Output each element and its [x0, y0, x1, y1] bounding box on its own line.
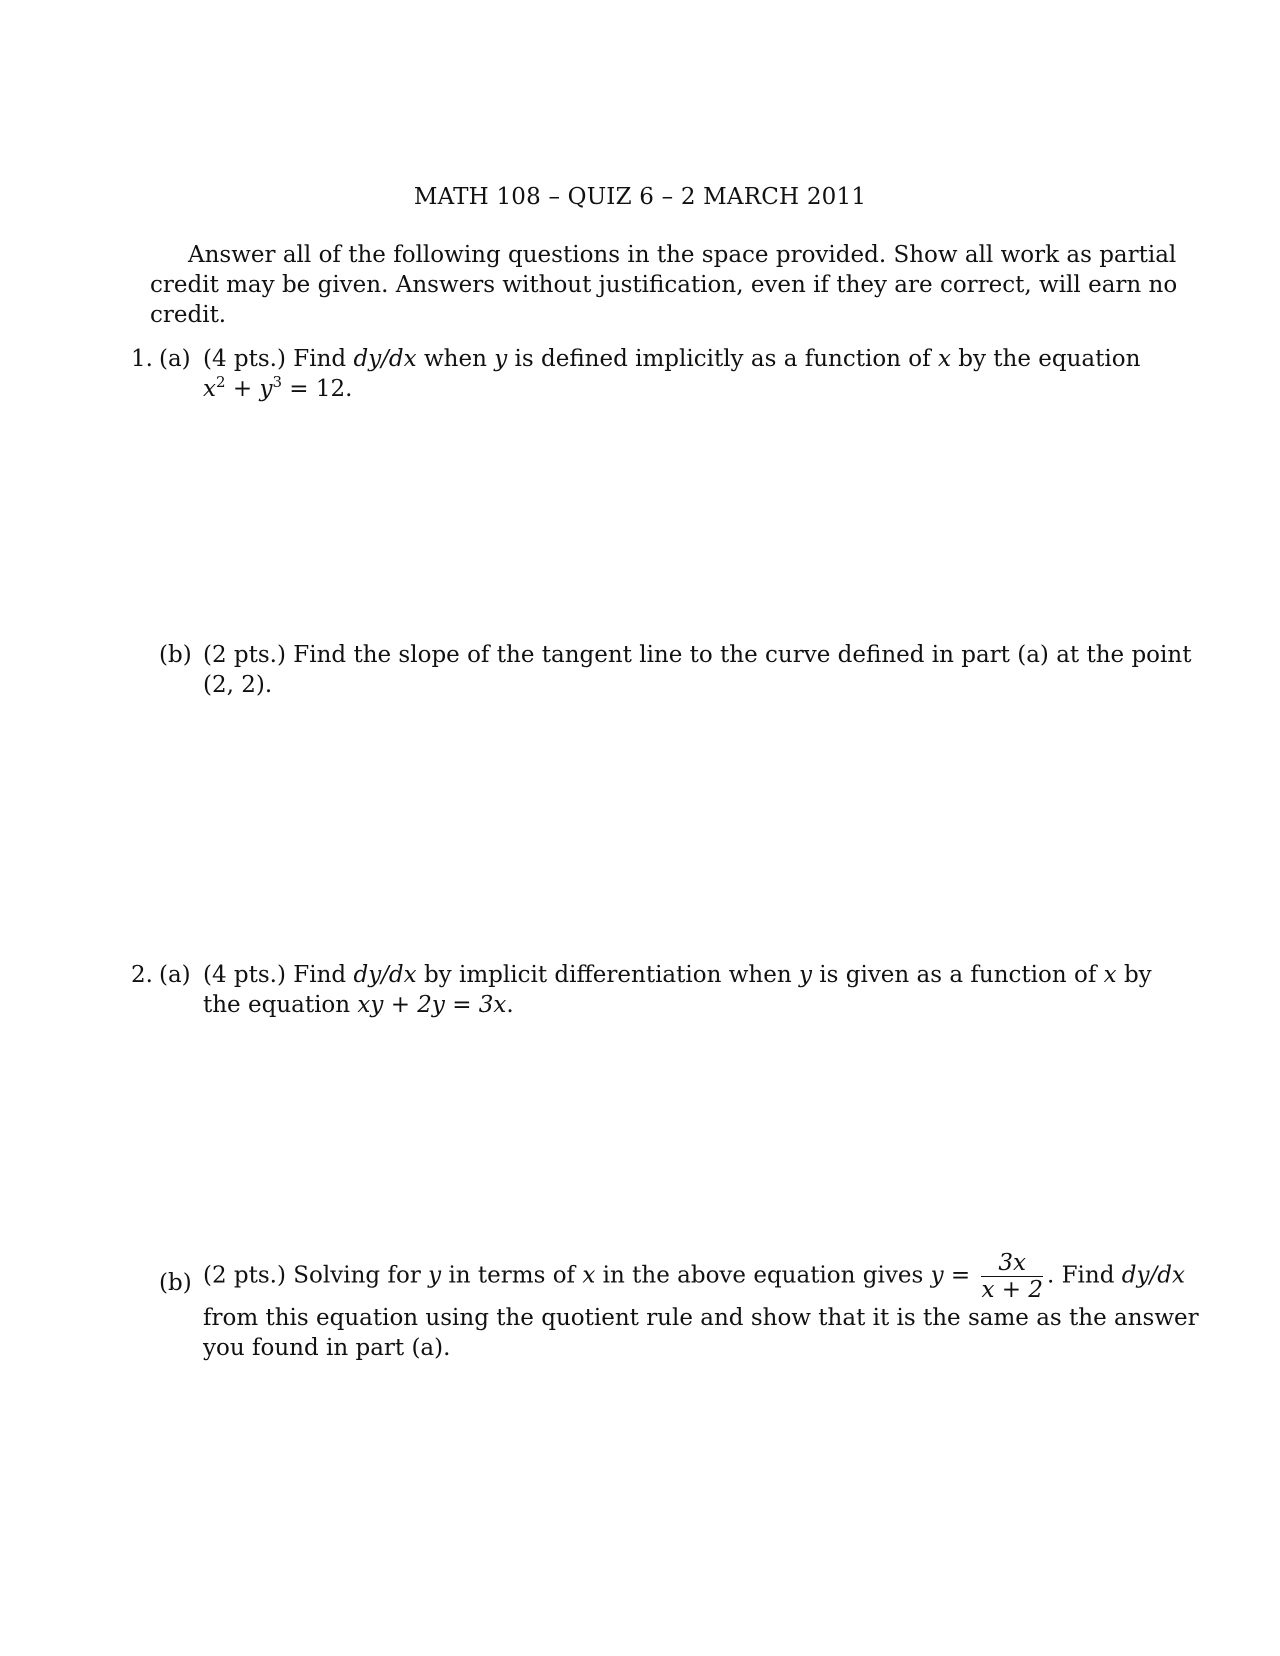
fraction-numerator: 3x: [981, 1250, 1043, 1277]
question-text-line-1: (4 pts.) Find dy/dx when y is defined implicitly as a function of x by the equation: [203, 346, 1141, 372]
question-2a: [131, 960, 1152, 1020]
fraction-denominator: x + 2: [981, 1277, 1043, 1303]
page-title: MATH 108 – QUIZ 6 – 2 MARCH 2011: [413, 184, 867, 210]
part-label: (a): [159, 962, 191, 988]
question-1a: [131, 344, 1141, 404]
question-text-line-1: (2 pts.) Solving for y in terms of x in the above equation gives y = $\frac{3x}{x + 2}$ . Find dy/dx: [203, 1250, 1185, 1303]
question-number: 2.: [131, 962, 153, 988]
question-text-line-2: the equation xy + 2y = 3x.: [203, 992, 514, 1018]
equation: $x^2 + y^3 = 12$.: [203, 373, 353, 402]
question-1b: [159, 640, 1192, 700]
question-text-line-1: (4 pts.) Find dy/dx by implicit differentiation when y is given as a function of x by: [203, 962, 1152, 988]
part-label: (b): [159, 642, 192, 668]
question-text-line-1: (2 pts.) Find the slope of the tangent line to the curve defined in part (a) at the point: [203, 642, 1192, 668]
instructions-line-1: Answer all of the following questions in the space provided. Show all work as partial: [188, 242, 1177, 268]
question-text-line-2: from this equation using the quotient rule and show that it is the same as the answer: [203, 1305, 1199, 1331]
instructions-line-3: credit.: [150, 302, 227, 328]
question-text-line-2: (2, 2).: [203, 672, 273, 698]
question-2b: [159, 1250, 1199, 1363]
part-label: (a): [159, 346, 191, 372]
instructions-line-2: credit may be given. Answers without justification, even if they are correct, will earn no: [150, 272, 1178, 298]
instructions: [150, 240, 1178, 330]
fraction: [981, 1250, 1043, 1303]
question-number: 1.: [131, 346, 153, 372]
part-label: (b): [159, 1270, 192, 1296]
question-text-line-3: you found in part (a).: [203, 1335, 451, 1361]
